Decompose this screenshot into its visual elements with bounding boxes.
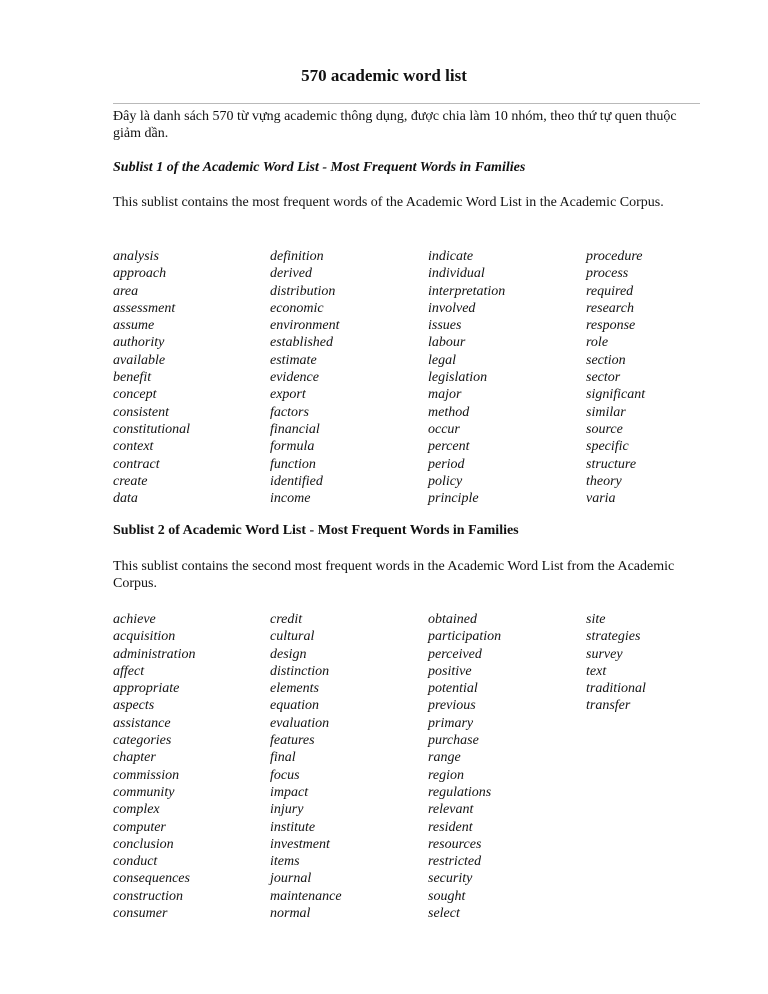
word-entry: required — [586, 283, 634, 299]
word-entry: obtained — [428, 612, 477, 627]
word-entry: journal — [270, 871, 312, 887]
word-entry: definition — [270, 249, 324, 264]
word-entry: impact — [270, 784, 309, 800]
word-entry: authority — [113, 335, 165, 351]
word-entry: distribution — [270, 283, 336, 299]
word-entry: commission — [113, 767, 180, 783]
word-entry: specific — [586, 439, 629, 455]
word-entry: administration — [113, 646, 196, 662]
word-entry: approach — [113, 266, 167, 282]
word-entry: assistance — [113, 715, 171, 731]
word-entry: perceived — [428, 646, 482, 662]
word-entry: structure — [586, 456, 637, 472]
sublist2-column-4 — [586, 611, 706, 922]
word-entry: process — [586, 266, 629, 282]
word-entry: resident — [428, 819, 473, 835]
word-entry: institute — [270, 819, 316, 835]
sublist2-column-2 — [270, 611, 428, 922]
word-entry: involved — [428, 300, 476, 316]
word-entry: financial — [270, 421, 320, 437]
word-entry: sector — [586, 370, 621, 386]
sublist1-word-grid — [113, 248, 713, 507]
word-entry: principle — [428, 491, 479, 507]
sublist2-column-1 — [113, 611, 270, 922]
sublist1-description: This sublist contains the most frequent words of the Academic Word List in the Academic Corpus. — [113, 195, 664, 210]
word-entry: positive — [428, 663, 472, 679]
word-entry: significant — [586, 387, 646, 403]
word-entry: complex — [113, 802, 160, 818]
word-entry: established — [270, 335, 333, 351]
sublist2-description: This sublist contains the second most frequent words in the Academic Word List from the Academic Corpus. — [113, 559, 675, 591]
word-entry: legal — [428, 352, 456, 368]
word-entry: individual — [428, 266, 485, 282]
word-entry: maintenance — [270, 888, 342, 904]
word-entry: select — [428, 906, 460, 922]
word-entry: context — [113, 439, 154, 455]
word-entry: security — [428, 871, 473, 887]
word-entry: investment — [270, 836, 330, 852]
page-title: 570 academic word list — [301, 66, 467, 85]
word-entry: consistent — [113, 404, 169, 420]
word-entry: traditional — [586, 681, 646, 697]
word-entry: export — [270, 387, 306, 403]
word-entry: transfer — [586, 698, 631, 714]
word-entry: survey — [586, 646, 623, 662]
word-entry: features — [270, 733, 315, 749]
word-entry: procedure — [586, 249, 643, 264]
sublist1-heading: Sublist 1 of the Academic Word List - Most Frequent Words in Families — [113, 160, 526, 175]
sublist2-word-grid — [113, 611, 713, 922]
word-entry: evaluation — [270, 715, 330, 731]
word-entry: injury — [270, 802, 304, 818]
sublist1-column-4 — [586, 248, 706, 507]
word-entry: items — [270, 854, 300, 870]
word-entry: design — [270, 646, 307, 662]
sublist1-column-2 — [270, 248, 428, 507]
word-entry: formula — [270, 439, 315, 455]
word-entry: assume — [113, 318, 155, 334]
word-entry: factors — [270, 404, 309, 420]
word-entry: benefit — [113, 370, 152, 386]
word-entry: distinction — [270, 663, 330, 679]
word-entry: achieve — [113, 612, 156, 627]
word-entry: sought — [428, 888, 466, 904]
sublist2-column-3 — [428, 611, 586, 922]
word-entry: occur — [428, 421, 460, 437]
sublist1-column-1 — [113, 248, 270, 507]
word-entry: policy — [428, 473, 463, 489]
word-entry: analysis — [113, 249, 159, 264]
intro-paragraph: Đây là danh sách 570 từ vựng academic thông dụng, được chia làm 10 nhóm, theo thứ tự quen thuộc giảm dần. — [113, 109, 677, 141]
word-entry: varia — [586, 491, 616, 507]
title-divider — [113, 103, 700, 104]
word-entry: appropriate — [113, 681, 180, 697]
word-entry: indicate — [428, 249, 474, 264]
word-entry: primary — [428, 715, 474, 731]
word-entry: normal — [270, 906, 311, 922]
word-entry: create — [113, 473, 148, 489]
word-entry: strategies — [586, 629, 641, 645]
word-entry: equation — [270, 698, 319, 714]
word-entry: income — [270, 491, 311, 507]
sublist2-heading: Sublist 2 of Academic Word List - Most Frequent Words in Families — [113, 523, 519, 538]
word-entry: response — [586, 318, 636, 334]
word-entry: theory — [586, 473, 622, 489]
word-entry: similar — [586, 404, 626, 420]
word-entry: resources — [428, 836, 482, 852]
word-entry: acquisition — [113, 629, 176, 645]
word-entry: restricted — [428, 854, 482, 870]
word-entry: derived — [270, 266, 312, 282]
word-entry: aspects — [113, 698, 155, 714]
word-entry: potential — [428, 681, 478, 697]
word-entry: available — [113, 352, 166, 368]
word-entry: estimate — [270, 352, 317, 368]
word-entry: categories — [113, 733, 172, 749]
word-entry: area — [113, 283, 139, 299]
word-entry: assessment — [113, 300, 176, 316]
word-entry: participation — [428, 629, 502, 645]
word-entry: major — [428, 387, 462, 403]
word-entry: source — [586, 421, 623, 437]
word-entry: range — [428, 750, 461, 766]
word-entry: conclusion — [113, 836, 174, 852]
word-entry: method — [428, 404, 470, 420]
word-entry: cultural — [270, 629, 315, 645]
word-entry: chapter — [113, 750, 156, 766]
sublist1-column-3 — [428, 248, 586, 507]
word-entry: function — [270, 456, 316, 472]
word-entry: computer — [113, 819, 166, 835]
word-entry: focus — [270, 767, 300, 783]
word-entry: economic — [270, 300, 324, 316]
word-entry: affect — [113, 663, 145, 679]
word-entry: final — [270, 750, 296, 766]
word-entry: consumer — [113, 906, 168, 922]
word-entry: credit — [270, 612, 303, 627]
word-entry: consequences — [113, 871, 190, 887]
word-entry: period — [428, 456, 465, 472]
word-entry: evidence — [270, 370, 319, 386]
word-entry: text — [586, 663, 607, 679]
word-entry: percent — [428, 439, 470, 455]
word-entry: identified — [270, 473, 323, 489]
word-entry: constitutional — [113, 421, 190, 437]
word-entry: concept — [113, 387, 157, 403]
word-entry: construction — [113, 888, 183, 904]
word-entry: labour — [428, 335, 466, 351]
word-entry: community — [113, 784, 175, 800]
word-entry: relevant — [428, 802, 474, 818]
word-entry: role — [586, 335, 609, 351]
word-entry: contract — [113, 456, 160, 472]
word-entry: conduct — [113, 854, 158, 870]
word-entry: elements — [270, 681, 319, 697]
word-entry: purchase — [428, 733, 479, 749]
word-entry: region — [428, 767, 465, 783]
word-entry: site — [586, 612, 606, 627]
word-entry: interpretation — [428, 283, 506, 299]
word-entry: data — [113, 491, 138, 507]
word-entry: regulations — [428, 784, 492, 800]
word-entry: section — [586, 352, 626, 368]
word-entry: issues — [428, 318, 462, 334]
word-entry: legislation — [428, 370, 488, 386]
word-entry: research — [586, 300, 634, 316]
word-entry: previous — [428, 698, 476, 714]
word-entry: environment — [270, 318, 340, 334]
